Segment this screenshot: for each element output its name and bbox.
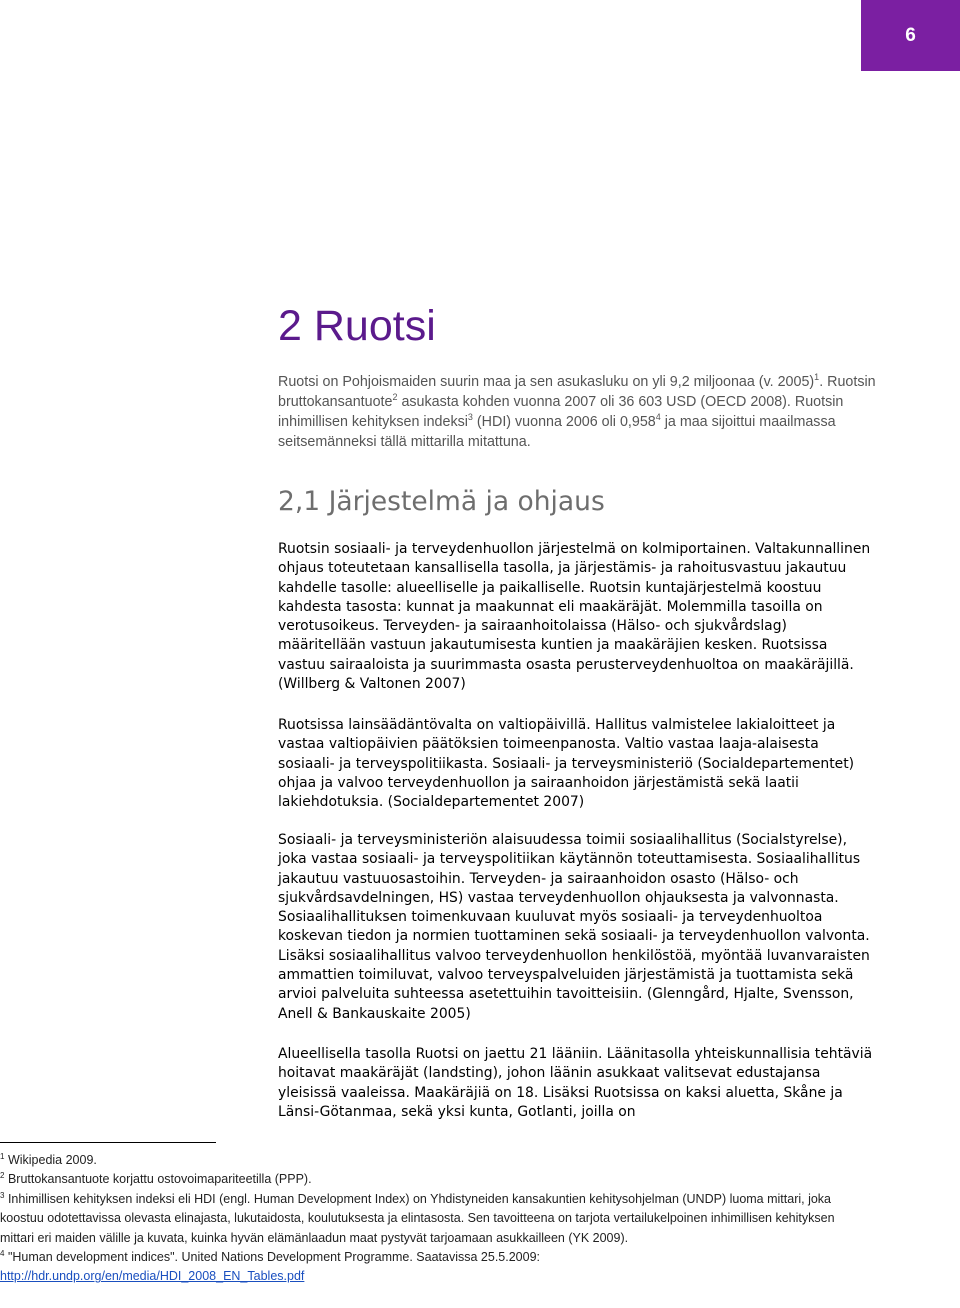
- footnote-text: Wikipedia 2009.: [7, 1153, 97, 1167]
- body-paragraph-2: Ruotsissa lainsäädäntövalta on valtiopäivillä. Hallitus valmistelee lakialoitteet ja vastaa valtiopäivien päätöksien toimeenpanosta. Valtio vastaa laaja-alaisesta sosiaali- ja terveyspolitiikasta. Sosiaali- ja terveysministeriö (Socialdepartementet) ohjaa ja valvoo terveydenhuollon ja sairaanhoidon järjestämistä sekä laatii lakiehdotuksia. (Socialdepartementet 2007): [278, 717, 855, 811]
- hdi-tables-link[interactable]: http://hdr.undp.org/en/media/HDI_2008_EN_Tables.pdf: [0, 1269, 305, 1284]
- footnote-ref-2[interactable]: 2: [392, 392, 398, 403]
- footnote-ref-4[interactable]: 4: [655, 412, 661, 423]
- intro-text-3: asukasta kohden vuonna 2007 oli 36 603 USD (OECD 2008). Ruotsin inhimillisen kehityksen indeksi: [278, 394, 844, 430]
- footnote-divider: [0, 1142, 216, 1143]
- footnote-number: 4: [0, 1248, 5, 1258]
- intro-text-5: ja maa sijoittui maailmassa seitsemänneksi tällä mittarilla mitattuna.: [278, 414, 836, 450]
- footnote-ref-3[interactable]: 3: [467, 412, 473, 423]
- body-paragraph-4: Alueellisella tasolla Ruotsi on jaettu 21 lääniin. Läänitasolla yhteiskunnallisia tehtäviä hoitavat maakäräjät (landsting), johon läänin asukkaat valitsevat edustajansa yleisissä vaaleissa. Maakäräjiä on 18. Lisäksi Ruotsissa on kaksi aluetta, Skåne ja Länsi-Götanmaa, sekä yksi kunta, Gotlanti, joilla on: [278, 1046, 873, 1120]
- page-number: 6: [905, 24, 916, 46]
- footnote-number: 3: [0, 1190, 5, 1200]
- body-paragraph-3: Sosiaali- ja terveysministeriön alaisuudessa toimii sosiaalihallitus (Socialstyrelse), joka vastaa sosiaali- ja terveyspolitiikan käytännön toteuttamisesta. Sosiaalihallitus jakautuu vastuuosastoihin. Terveyden- ja sairaanhoidon osasto (Hälso- och sjukvårdsavdelningen, HS) vastaa terveydenhuollon ohjauksesta ja valvonnasta. Sosiaalihallituksen toimenkuvaan kuuluvat myös sosiaali- ja terveydenhuoltoa koskevan tiedon ja normien tuottaminen sekä sosiaali- ja terveydenhuollon valvonta. Lisäksi sosiaalihallitus valvoo terveydenhuollon henkilöstöä, myöntää luvanvaraisten ammattien toimiluvat, valvoo terveyspalveluiden järjestämistä ja tuottamista sekä arvioi palveluita suhteessa asetettuihin tavoitteisiin. (Glenngård, Hjalte, Svensson, Anell & Bankauskaite 2005): [278, 832, 870, 1022]
- footnote-2: [0, 1170, 850, 1189]
- intro-text-4: (HDI) vuonna 2006 oli 0,958: [472, 414, 656, 430]
- footnote-ref-1[interactable]: 1: [814, 372, 820, 383]
- page-number-badge: [861, 0, 960, 71]
- footnote-3: [0, 1190, 850, 1248]
- footnote-number: 2: [0, 1171, 5, 1181]
- footnote-text: Bruttokansantuote korjattu ostovoimapariteetilla (PPP).: [7, 1172, 312, 1187]
- intro-text-1: Ruotsi on Pohjoismaiden suurin maa ja sen asukasluku on yli 9,2 miljoonaa (v. 2005): [278, 374, 815, 390]
- section-title: 2,1 Järjestelmä ja ohjaus: [278, 486, 605, 517]
- body-paragraph-1: Ruotsin sosiaali- ja terveydenhuollon järjestelmä on kolmiportainen. Valtakunnallinen ohjaus toteutetaan kansallisella tasolla, ja järjestämis- ja rahoitusvastuu jakautuu kahdelle tasolle: alueelliselle ja paikalliselle. Ruotsin kuntajärjestelmä koostuu kahdesta tasosta: kunnat ja maakunnat eli maakäräjät. Molemmilla tasoilla on verotusoikeus. Terveyden- ja sairaanhoitolaissa (Hälso- och sjukvårdslag) määritellään vastuun jakautumisesta kuntien ja maakäräjien kesken. Ruotsissa vastuu sairaaloista ja suurimmasta osasta perusterveydenhuoltoa on maakäräjillä. (Willberg & Valtonen 2007): [278, 541, 871, 693]
- footnotes: [0, 1151, 850, 1287]
- chapter-intro: [278, 372, 878, 452]
- footnote-text: Inhimillisen kehityksen indeksi eli HDI (engl. Human Development Index) on Yhdistyneiden kansakuntien kehitysohjelman (UNDP) luoma mittari, joka koostuu odotettavissa olevasta elinajasta, lukutaidosta, koulutuksesta ja elintasosta. Sen tavoitteena on tarjota vertailukelpoinen inhimillisen kehityksen mittari eri maiden välille ja kuvata, kuinka hyvän elämänlaadun maat pystyvät tarjoamaan asukkailleen (YK 2009).: [0, 1191, 835, 1245]
- chapter-title: 2 Ruotsi: [278, 302, 436, 350]
- footnote-number: 1: [0, 1151, 5, 1161]
- footnote-4: [0, 1248, 850, 1287]
- footnote-text: "Human development indices". United Nations Development Programme. Saatavissa 25.5.2009:: [7, 1250, 541, 1265]
- footnote-1: [0, 1151, 850, 1170]
- intro-text-2: . Ruotsin bruttokansantuote: [278, 374, 876, 410]
